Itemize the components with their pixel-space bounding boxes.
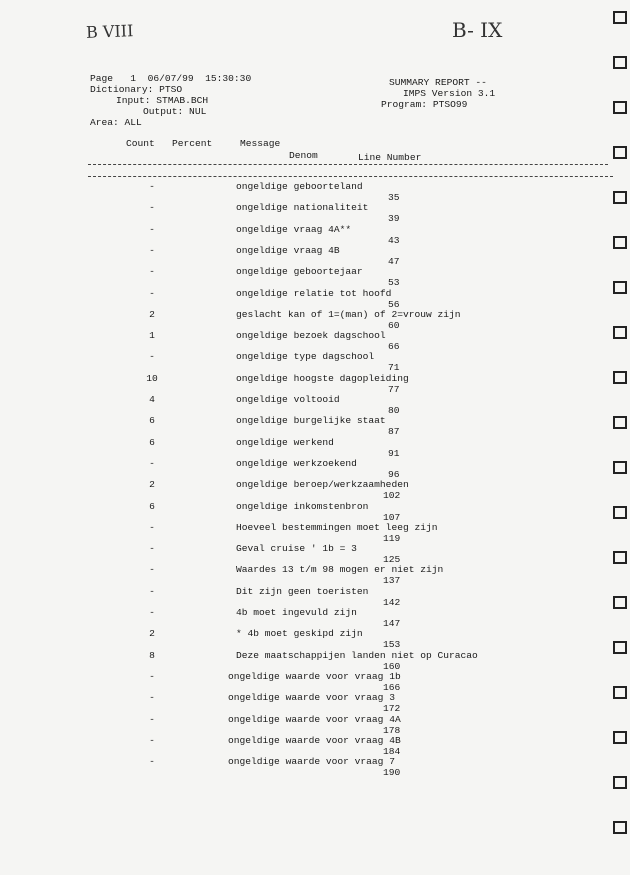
col-message: Message [240, 138, 281, 149]
separator-line [88, 176, 613, 177]
row-message: Deze maatschappijen landen niet op Curacao [236, 649, 478, 661]
row-message: ongeldige waarde voor vraag 7 [228, 756, 395, 768]
row-count: - [149, 202, 155, 214]
row-count: - [149, 734, 155, 746]
row-line-number: 53 [388, 277, 400, 289]
row-line-number: 178 [383, 724, 401, 736]
row-count: 6 [149, 415, 155, 427]
separator-line [88, 164, 608, 165]
row-count: 8 [149, 649, 155, 661]
header-area: Area: ALL [90, 117, 142, 128]
row-count: - [149, 223, 155, 235]
row-message: Waardes 13 t/m 98 mogen er niet zijn [236, 564, 444, 576]
row-message: * 4b moet geskipd zijn [236, 628, 363, 640]
row-line-number: 66 [388, 341, 400, 353]
row-count: - [149, 670, 155, 682]
row-line-number: 125 [383, 554, 401, 566]
row-line-number: 119 [383, 532, 401, 544]
row-message: ongeldige nationaliteit [236, 202, 369, 214]
header-program: Program: PTSO99 [381, 99, 468, 110]
row-count: - [149, 713, 155, 725]
row-message: ongeldige waarde voor vraag 4A [228, 713, 401, 725]
handwritten-crossed-page-ref: B VIII [85, 21, 134, 42]
row-line-number: 80 [388, 405, 400, 416]
row-line-number: 87 [388, 426, 400, 438]
row-message: ongeldige burgelijke staat [236, 415, 386, 427]
row-message: ongeldige relatie tot hoofd [236, 287, 392, 299]
row-line-number: 56 [388, 298, 400, 310]
row-message: ongeldige geboorteland [236, 181, 363, 192]
row-line-number: 91 [388, 447, 400, 459]
row-line-number: 153 [383, 639, 401, 651]
row-count: - [149, 244, 155, 256]
row-message: ongeldige waarde voor vraag 1b [228, 670, 401, 682]
row-message: geslacht kan of 1=(man) of 2=vrouw zijn [236, 308, 461, 320]
row-message: 4b moet ingevuld zijn [236, 607, 357, 618]
row-message: ongeldige inkomstenbron [236, 500, 369, 512]
row-line-number: 172 [383, 703, 401, 715]
row-count: - [149, 692, 155, 704]
row-message: ongeldige geboortejaar [236, 266, 363, 278]
row-message: ongeldige vraag 4B [236, 244, 340, 256]
row-count: - [149, 521, 155, 533]
row-message: ongeldige werkend [236, 436, 334, 448]
row-count: - [149, 287, 155, 299]
row-count: 4 [149, 394, 155, 405]
row-line-number: 102 [383, 490, 401, 502]
col-denom: Denom [289, 150, 318, 161]
header-dictionary: Dictionary: PTSO [90, 84, 183, 95]
row-line-number: 142 [383, 596, 401, 608]
row-message: Hoeveel bestemmingen moet leeg zijn [236, 521, 438, 533]
row-message: ongeldige werkzoekend [236, 457, 357, 469]
row-line-number: 160 [383, 660, 401, 672]
row-count: 10 [146, 372, 158, 384]
header-page-date: Page 1 06/07/99 15:30:30 [90, 73, 252, 84]
row-line-number: 184 [383, 745, 401, 757]
row-count: 2 [149, 308, 155, 320]
row-count: 2 [149, 628, 155, 640]
row-line-number: 96 [388, 468, 400, 480]
row-message: ongeldige beroep/werkzaamheden [236, 479, 409, 491]
col-percent: Percent [172, 138, 213, 149]
col-line-number: Line Number [358, 152, 422, 163]
row-count: - [149, 607, 155, 618]
row-message: ongeldige voltooid [236, 394, 340, 405]
row-count: - [149, 181, 155, 192]
row-message: ongeldige waarde voor vraag 4B [228, 734, 401, 746]
row-line-number: 147 [383, 618, 401, 629]
handwritten-page-code: B- IX [452, 18, 503, 42]
row-count: - [149, 351, 155, 363]
header-report-title: SUMMARY REPORT -- [389, 77, 487, 88]
col-count: Count [126, 138, 155, 149]
row-line-number: 77 [388, 383, 400, 395]
header-version: IMPS Version 3.1 [403, 88, 496, 99]
row-count: - [149, 585, 155, 597]
row-line-number: 47 [388, 255, 400, 267]
row-line-number: 71 [388, 362, 400, 374]
row-message: ongeldige waarde voor vraag 3 [228, 692, 395, 704]
binder-spiral-icon [600, 0, 630, 875]
row-message: Geval cruise ' 1b = 3 [236, 543, 357, 555]
row-line-number: 166 [383, 681, 401, 693]
row-message: ongeldige hoogste dagopleiding [236, 372, 409, 384]
row-line-number: 190 [383, 767, 401, 779]
row-message: ongeldige vraag 4A** [236, 223, 352, 235]
row-line-number: 107 [383, 511, 401, 523]
row-count: 1 [149, 330, 155, 342]
row-count: 6 [149, 500, 155, 512]
row-count: - [149, 756, 155, 768]
row-message: ongeldige bezoek dagschool [236, 330, 386, 342]
row-count: - [149, 543, 155, 555]
row-count: - [149, 564, 155, 576]
row-count: - [149, 266, 155, 278]
row-line-number: 35 [388, 192, 400, 203]
row-line-number: 43 [388, 234, 400, 246]
row-count: - [149, 457, 155, 469]
row-count: 6 [149, 436, 155, 448]
row-line-number: 39 [388, 213, 400, 225]
header-output: Output: NUL [143, 106, 207, 117]
row-message: ongeldige type dagschool [236, 351, 375, 363]
row-line-number: 60 [388, 319, 400, 331]
row-line-number: 137 [383, 575, 401, 587]
row-count: 2 [149, 479, 155, 491]
row-message: Dit zijn geen toeristen [236, 585, 369, 597]
header-input: Input: STMAB.BCH [116, 95, 209, 106]
